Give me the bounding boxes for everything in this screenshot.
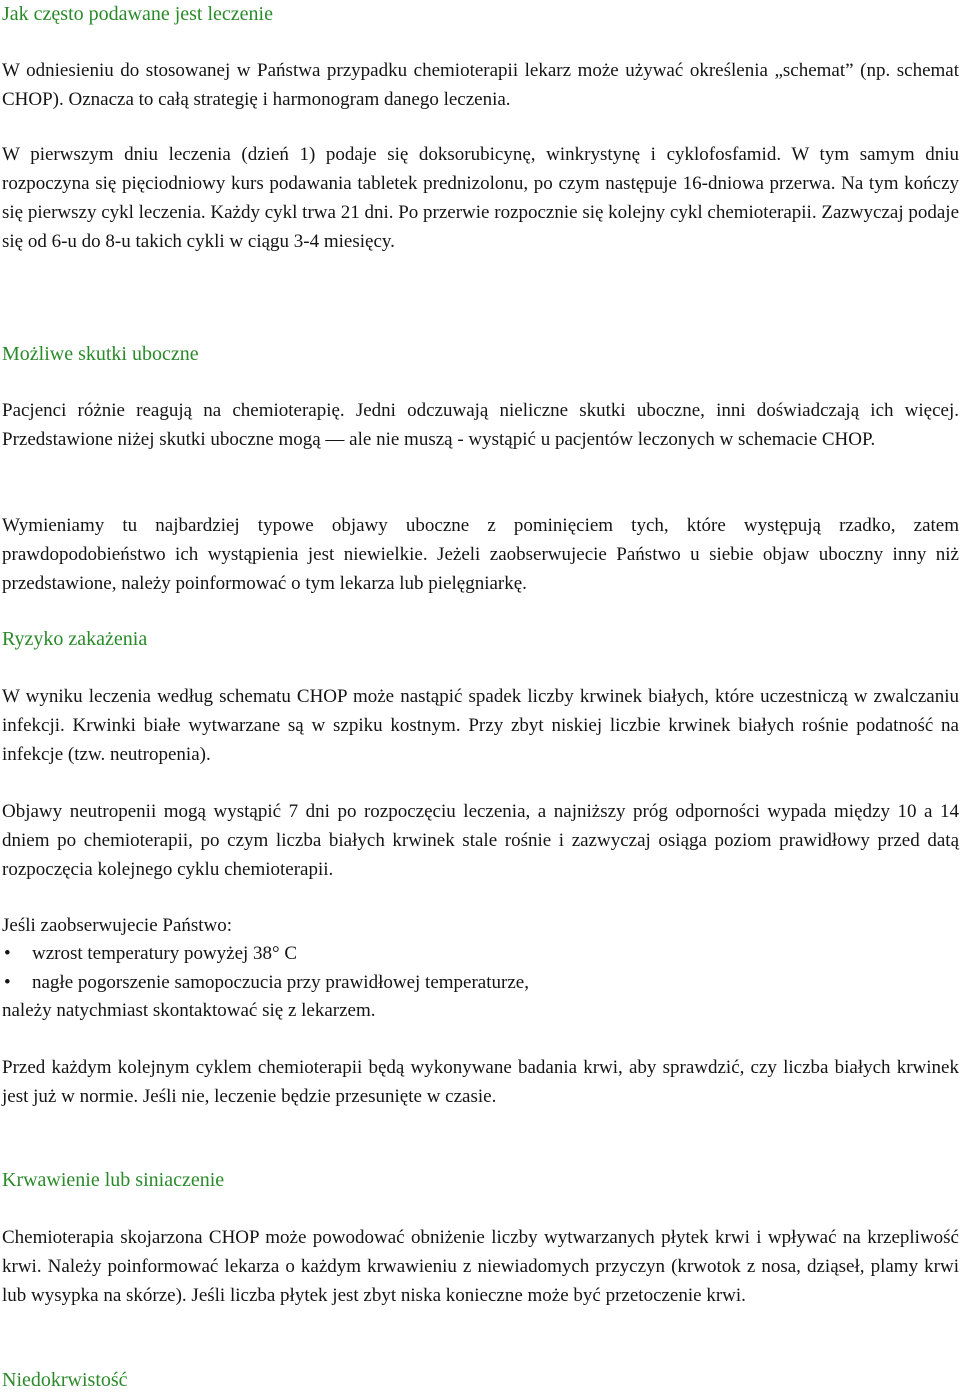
paragraph-symptoms-intro: Jeśli zaobserwujecie Państwo: (2, 915, 233, 936)
list-item-text: nagłe pogorszenie samopoczucia przy prawidłowej temperaturze, (32, 972, 529, 993)
bullet-icon: • (4, 943, 11, 964)
paragraph-contact-doctor: należy natychmiast skontaktować się z lekarzem. (2, 1000, 376, 1021)
list-item-text: wzrost temperatury powyżej 38° C (32, 943, 298, 964)
paragraph-typical-side-effects: Wymieniamy tu najbardziej typowe objawy uboczne z pominięciem tych, które występują rzadko, zatem prawdopodobieństwo ich wystąpienia jest niewielkie. Jeżeli zaobserwujecie Państwo u siebie objaw uboczny inny niż przedstawione, należy poinformować o tym lekarza lub pielęgniarkę. (2, 515, 959, 594)
list-item (2, 939, 959, 968)
symptom-list (2, 939, 959, 997)
paragraph-neutropenia-timing: Objawy neutropenii mogą wystąpić 7 dni po rozpoczęciu leczenia, a najniższy próg odporności wypada między 10 a 14 dniem po chemioterapii, po czym liczba białych krwinek stale rośnie i zazwyczaj osiąga poziom prawidłowy przed datą rozpoczęcia kolejnego cyklu chemioterapii. (2, 801, 959, 880)
paragraph-patient-reactions: Pacjenci różnie reagują na chemioterapię. Jedni odczuwają nieliczne skutki uboczne, inni doświadczają ich więcej. Przedstawione niżej skutki uboczne mogą — ale nie muszą - wystąpić u pacjentów leczonych w schemacie CHOP. (2, 400, 959, 450)
paragraph-cycle-schedule: W pierwszym dniu leczenia (dzień 1) podaje się doksorubicynę, winkrystynę i cyklofosfamid. W tym samym dniu rozpoczyna się pięciodniowy kurs podawania tabletek prednizolonu, po czym następuje 16-dniowa przerwa. Na tym kończy się pierwszy cykl leczenia. Każdy cykl trwa 21 dni. Po przerwie rozpocznie się kolejny cykl chemioterapii. Zazwyczaj podaje się od 6-u do 8-u takich cykli w ciągu 3-4 miesięcy. (2, 144, 960, 252)
paragraph-regimen: W odniesieniu do stosowanej w Państwa przypadku chemioterapii lekarz może używać określenia „schemat” (np. schemat CHOP). Oznacza to całą strategię i harmonogram danego leczenia. (2, 60, 959, 110)
list-item (2, 968, 959, 997)
heading-infection-risk: Ryzyko zakażenia (2, 628, 148, 650)
paragraph-blood-tests: Przed każdym kolejnym cyklem chemioterapii będą wykonywane badania krwi, aby sprawdzić, czy liczba białych krwinek jest już w normie. Jeśli nie, leczenie będzie przesunięte w czasie. (2, 1057, 959, 1107)
bullet-icon: • (4, 972, 11, 993)
heading-side-effects: Możliwe skutki uboczne (2, 343, 199, 365)
paragraph-platelets: Chemioterapia skojarzona CHOP może powodować obniżenie liczby wytwarzanych płytek krwi i wpływać na krzepliwość krwi. Należy poinformować lekarza o każdym krwawieniu z niewiadomych przyczyn (krwotok z nosa, dziąseł, plamy krwi lub wysypka na skórze). Jeśli liczba płytek jest zbyt niska konieczne może być przetoczenie krwi. (2, 1227, 959, 1306)
paragraph-white-blood-cells: W wyniku leczenia według schematu CHOP może nastąpić spadek liczby krwinek białych, które uczestniczą w zwalczaniu infekcji. Krwinki białe wytwarzane są w szpiku kostnym. Przy zbyt niskiej liczbie krwinek białych rośnie podatność na infekcje (tzw. neutropenia). (2, 686, 959, 765)
heading-bleeding: Krwawienie lub siniaczenie (2, 1169, 225, 1191)
heading-treatment-frequency: Jak często podawane jest leczenie (2, 3, 273, 25)
heading-anemia: Niedokrwistość (2, 1369, 128, 1391)
